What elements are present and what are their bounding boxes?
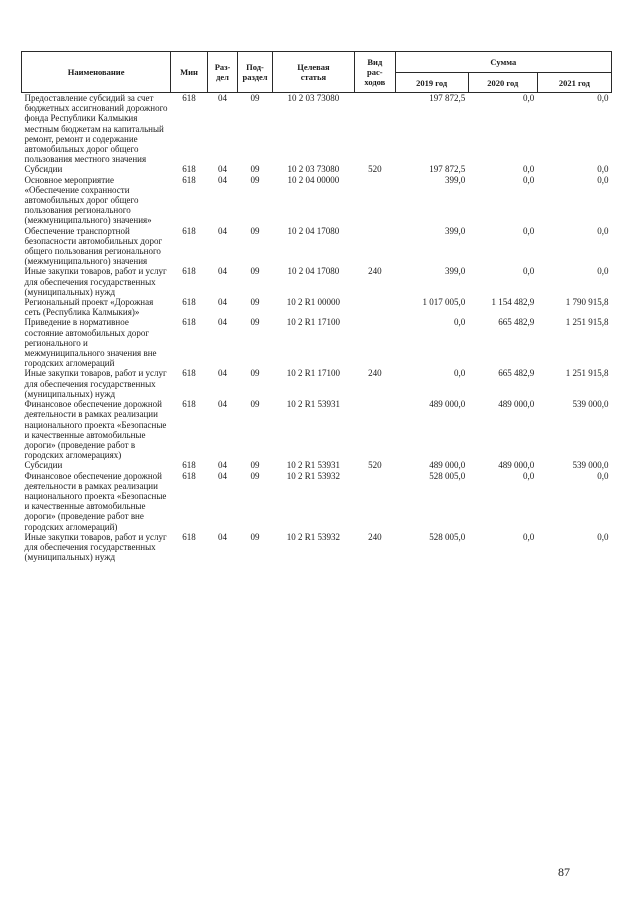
row-2021: 0,0 xyxy=(597,93,609,103)
row-2021: 0,0 xyxy=(597,164,609,175)
header-min: Мин xyxy=(171,52,208,93)
row-vid: 240 xyxy=(368,531,382,542)
row-min: 618 xyxy=(182,470,196,481)
row-2021: 1 251 915,8 xyxy=(565,368,609,379)
row-2019: 1 017 005,0 xyxy=(422,297,466,308)
row-min: 618 xyxy=(182,225,196,236)
row-2020: 1 154 482,9 xyxy=(491,297,535,308)
row-vid: 520 xyxy=(368,460,382,471)
row-2021: 1 251 915,8 xyxy=(565,317,609,328)
row-target: 10 2 04 17080 xyxy=(287,266,340,277)
row-podrazdel: 09 xyxy=(250,368,260,379)
row-2019: 489 000,0 xyxy=(429,460,466,471)
row-2020: 489 000,0 xyxy=(498,399,535,410)
row-min: 618 xyxy=(182,399,196,410)
row-vid xyxy=(355,175,396,226)
row-target: 10 2 R1 53932 xyxy=(286,531,341,542)
row-razdel: 04 xyxy=(218,399,228,410)
row-name: Финансовое обеспечение дорожной деятельности в рамках реализации национального проекта «Безопасные и качественные автомобильные дороги» (проведение работ в городских агломерациях) xyxy=(24,399,167,461)
row-2019: 489 000,0 xyxy=(429,399,466,410)
table-row xyxy=(22,266,612,297)
row-min: 618 xyxy=(182,174,196,185)
row-target: 10 2 03 73080 xyxy=(287,93,340,103)
row-podrazdel: 09 xyxy=(250,266,260,277)
row-name: Основное мероприятие «Обеспечение сохранности автомобильных дорог общего пользования регионального (межмуниципального) значения» xyxy=(24,174,152,226)
table-row xyxy=(22,471,612,532)
row-podrazdel: 09 xyxy=(250,531,260,542)
row-podrazdel: 09 xyxy=(250,164,260,175)
row-target: 10 2 R1 00000 xyxy=(286,297,341,308)
row-2021: 0,0 xyxy=(597,531,609,542)
row-2020: 0,0 xyxy=(523,164,535,175)
row-2021: 1 790 915,8 xyxy=(565,297,609,308)
row-min: 618 xyxy=(182,317,196,328)
header-2021: 2021 год xyxy=(537,73,611,93)
row-min: 618 xyxy=(182,368,196,379)
row-2020: 0,0 xyxy=(523,174,535,185)
table-row xyxy=(22,399,612,460)
row-name: Иные закупки товаров, работ и услуг для обеспечения государственных (муниципальных) нужд xyxy=(24,368,167,399)
table-row xyxy=(22,532,612,563)
row-2021: 0,0 xyxy=(597,266,609,277)
header-vid: Вид рас- ходов xyxy=(355,52,396,93)
header-target: Целевая статья xyxy=(272,52,354,93)
row-target: 10 2 R1 53931 xyxy=(286,460,341,471)
row-2020: 665 482,9 xyxy=(498,368,535,379)
row-podrazdel: 09 xyxy=(250,93,260,103)
header-2019: 2019 год xyxy=(395,73,468,93)
table-row xyxy=(22,226,612,267)
row-podrazdel: 09 xyxy=(250,174,260,185)
table-row xyxy=(22,297,612,317)
row-2019: 0,0 xyxy=(454,317,466,328)
header-podrazdel: Под- раздел xyxy=(238,52,273,93)
page-number: 87 xyxy=(558,865,570,879)
table-row xyxy=(22,460,612,470)
row-2020: 0,0 xyxy=(523,266,535,277)
row-min: 618 xyxy=(182,93,196,103)
row-target: 10 2 04 00000 xyxy=(287,174,340,185)
row-2019: 197 872,5 xyxy=(429,164,466,175)
row-2020: 0,0 xyxy=(523,470,535,481)
row-razdel: 04 xyxy=(218,93,228,103)
row-2020: 665 482,9 xyxy=(498,317,535,328)
row-razdel: 04 xyxy=(218,225,228,236)
row-podrazdel: 09 xyxy=(250,470,260,481)
row-vid xyxy=(355,297,396,317)
row-2019: 399,0 xyxy=(445,225,466,236)
row-min: 618 xyxy=(182,164,196,175)
row-podrazdel: 09 xyxy=(250,317,260,328)
row-vid xyxy=(355,93,396,165)
row-vid: 520 xyxy=(368,164,382,175)
row-2019: 197 872,5 xyxy=(429,93,466,103)
row-razdel: 04 xyxy=(218,164,228,175)
row-2021: 0,0 xyxy=(597,225,609,236)
row-vid: 240 xyxy=(368,368,382,379)
row-2019: 399,0 xyxy=(445,266,466,277)
table-row xyxy=(22,93,612,165)
row-vid xyxy=(355,317,396,368)
row-razdel: 04 xyxy=(218,174,228,185)
row-2020: 489 000,0 xyxy=(498,460,535,471)
row-min: 618 xyxy=(182,531,196,542)
table-body xyxy=(22,93,612,563)
row-target: 10 2 R1 53931 xyxy=(286,399,341,410)
row-target: 10 2 R1 17100 xyxy=(286,317,341,328)
row-razdel: 04 xyxy=(218,266,228,277)
row-podrazdel: 09 xyxy=(250,225,260,236)
row-target: 10 2 03 73080 xyxy=(287,164,340,175)
row-razdel: 04 xyxy=(218,317,228,328)
row-vid xyxy=(355,471,396,532)
row-podrazdel: 09 xyxy=(250,297,260,308)
header-2020: 2020 год xyxy=(468,73,537,93)
table-row xyxy=(22,317,612,368)
row-2021: 539 000,0 xyxy=(572,460,609,471)
row-2020: 0,0 xyxy=(523,531,535,542)
row-min: 618 xyxy=(182,266,196,277)
row-name: Субсидии xyxy=(24,460,63,471)
row-target: 10 2 R1 53932 xyxy=(286,470,341,481)
row-name: Финансовое обеспечение дорожной деятельности в рамках реализации национального проекта «Безопасные и качественные автомобильные дороги» (проведение работ вне городских агломераций) xyxy=(24,470,167,532)
row-min: 618 xyxy=(182,460,196,471)
row-vid xyxy=(355,399,396,460)
row-name: Региональный проект «Дорожная сеть (Республика Калмыкия)» xyxy=(24,297,154,318)
header-razdel: Раз- дел xyxy=(207,52,237,93)
row-name: Иные закупки товаров, работ и услуг для обеспечения государственных (муниципальных) нужд xyxy=(24,266,167,297)
header-name: Наименование xyxy=(22,52,171,93)
budget-table xyxy=(21,51,612,562)
row-2021: 0,0 xyxy=(597,470,609,481)
table-row xyxy=(22,175,612,226)
row-razdel: 04 xyxy=(218,531,228,542)
table-row xyxy=(22,368,612,399)
header-sum: Сумма xyxy=(395,52,611,73)
row-2019: 528 005,0 xyxy=(429,470,466,481)
row-min: 618 xyxy=(182,297,196,308)
row-2021: 0,0 xyxy=(597,174,609,185)
row-name: Иные закупки товаров, работ и услуг для обеспечения государственных (муниципальных) нужд xyxy=(24,531,167,563)
row-target: 10 2 04 17080 xyxy=(287,225,340,236)
row-podrazdel: 09 xyxy=(250,399,260,410)
row-target: 10 2 R1 17100 xyxy=(286,368,341,379)
row-name: Обеспечение транспортной безопасности автомобильных дорог общего пользования регионального (межмуниципального) значения xyxy=(24,225,163,267)
table-header xyxy=(22,52,612,93)
row-vid: 240 xyxy=(368,266,382,277)
row-2021: 539 000,0 xyxy=(572,399,609,410)
row-name: Приведение в нормативное состояние автомобильных дорог регионального и межмуниципального значения вне городских агломераций xyxy=(24,317,157,369)
row-razdel: 04 xyxy=(218,460,228,471)
row-2020: 0,0 xyxy=(523,93,535,103)
row-razdel: 04 xyxy=(218,297,228,308)
row-2019: 0,0 xyxy=(454,368,466,379)
table-row xyxy=(22,164,612,174)
row-name: Предоставление субсидий за счет бюджетных ассигнований дорожного фонда Республики Калмыкия местным бюджетам на капитальный ремонт, ремонт и содержание автомобильных дорог общего пользования местного значения xyxy=(24,93,168,165)
row-podrazdel: 09 xyxy=(250,460,260,471)
row-name: Субсидии xyxy=(24,164,63,175)
row-2019: 528 005,0 xyxy=(429,531,466,542)
row-vid xyxy=(355,226,396,267)
row-2020: 0,0 xyxy=(523,225,535,236)
row-2019: 399,0 xyxy=(445,174,466,185)
row-razdel: 04 xyxy=(218,368,228,379)
row-razdel: 04 xyxy=(218,470,228,481)
